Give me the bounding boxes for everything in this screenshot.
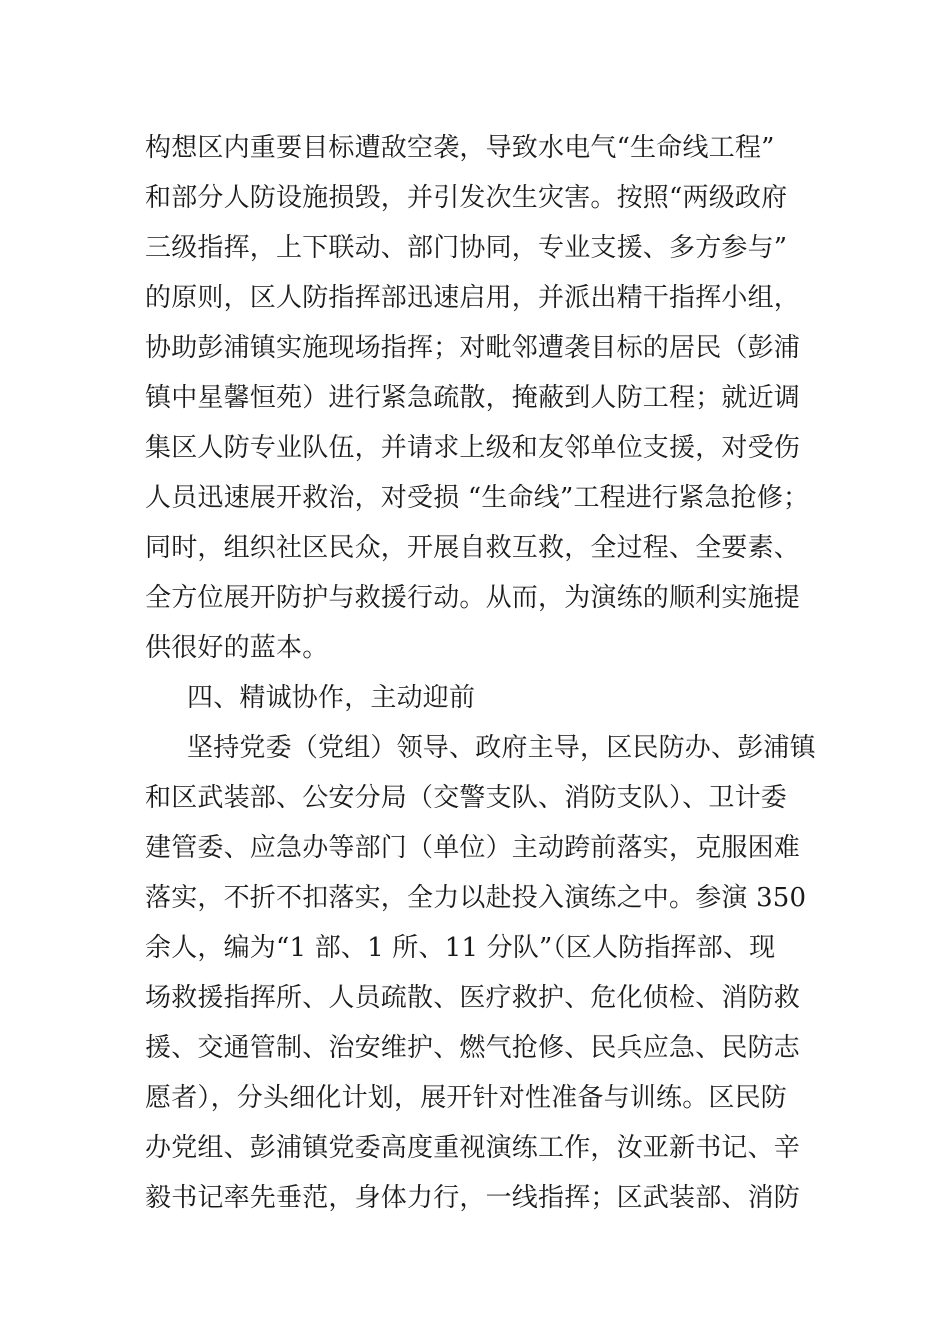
- text-line: 和区武装部、公安分局（交警支队、消防支队）、卫计委: [145, 783, 788, 813]
- text-line: 全方位展开防护与救援行动。从而，为演练的顺利实施提: [145, 583, 801, 613]
- text-line: 毅书记率先垂范，身体力行，一线指挥；区武装部、消防: [145, 1183, 801, 1213]
- text-line: 供很好的蓝本。: [145, 633, 329, 663]
- text-line: 办党组、彭浦镇党委高度重视演练工作，汝亚新书记、辛: [145, 1133, 801, 1163]
- text-line: 场救援指挥所、人员疏散、医疗救护、危化侦检、消防救: [145, 983, 801, 1013]
- text-line: 同时，组织社区民众，开展自救互救，全过程、全要素、: [145, 533, 801, 563]
- text-line: 余人，编为“1 部、1 所、11 分队”（区人防指挥部、现: [145, 933, 776, 963]
- section-heading: 四、精诚协作，主动迎前: [187, 683, 476, 713]
- text-line: 人员迅速展开救治，对受损 “生命线”工程进行紧急抢修；: [145, 483, 810, 513]
- text-line: 援、交通管制、治安维护、燃气抢修、民兵应急、民防志: [145, 1033, 801, 1063]
- text-line: 三级指挥，上下联动、部门协同，专业支援、多方参与”: [145, 233, 788, 263]
- text-line: 愿者），分头细化计划，展开针对性准备与训练。区民防: [145, 1083, 788, 1113]
- text-line: 构想区内重要目标遭敌空袭，导致水电气“生命线工程”: [145, 133, 775, 163]
- text-line: 协助彭浦镇实施现场指挥；对毗邻遭袭目标的居民（彭浦: [145, 333, 801, 363]
- text-line: 集区人防专业队伍，并请求上级和友邻单位支援，对受伤: [145, 433, 801, 463]
- text-line: 的原则，区人防指挥部迅速启用，并派出精干指挥小组，: [145, 283, 801, 313]
- text-line: 和部分人防设施损毁，并引发次生灾害。按照“两级政府: [145, 183, 788, 213]
- paragraph-first-line: 坚持党委（党组）领导、政府主导，区民防办、彭浦镇: [187, 733, 816, 763]
- text-line: 落实，不折不扣落实，全力以赴投入演练之中。参演 350: [145, 883, 807, 913]
- text-line: 建管委、应急办等部门（单位）主动跨前落实，克服困难: [145, 833, 801, 863]
- text-line: 镇中星馨恒苑）进行紧急疏散，掩蔽到人防工程；就近调: [145, 383, 801, 413]
